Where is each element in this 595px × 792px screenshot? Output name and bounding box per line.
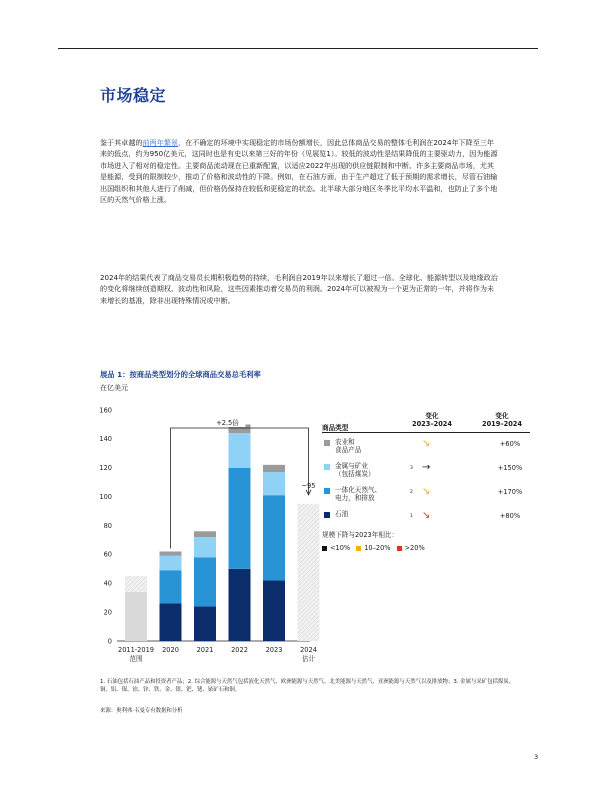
bar-segment-2 — [263, 472, 285, 495]
page-title: 市场稳定 — [100, 86, 167, 105]
y-tick-label: 40 — [103, 579, 112, 588]
h1-line: 2023–2024 — [411, 420, 452, 428]
bar-segment-0 — [263, 580, 285, 641]
legend-head-change-2019-2024 — [474, 410, 530, 428]
legend-swatch — [324, 488, 330, 494]
x-tick-label: 2011-2019 — [118, 646, 154, 654]
legend-change-value: +170% — [497, 488, 523, 496]
x-tick-label: 2023 — [265, 646, 283, 654]
legend-change-value: +80% — [499, 512, 521, 520]
bar-segment-2 — [229, 433, 251, 468]
trend-arrow-icon: ↘ — [422, 486, 431, 497]
legend-head-change-2023-2024 — [404, 410, 460, 428]
legend-footer-swatch — [356, 546, 361, 551]
legend-change-value: +60% — [499, 440, 521, 448]
bar-2011-2019-range — [125, 576, 147, 592]
bar-segment-1 — [160, 570, 182, 603]
paragraph-1-pre: 鉴于其卓越的 — [100, 138, 143, 147]
page-number: 3 — [534, 753, 539, 761]
chart-title: 展品 1：按商品类型划分的全球商品交易总毛利率 — [100, 370, 261, 379]
bar-segment-1 — [194, 557, 216, 606]
legend-row — [322, 438, 530, 462]
legend-row — [322, 462, 530, 486]
trend-arrow-icon: ↘ — [422, 510, 431, 521]
bar-segment-1 — [263, 495, 285, 580]
chart-legend-table — [322, 410, 530, 552]
bar-segment-2 — [194, 537, 216, 557]
h2-line: 2019–2024 — [481, 420, 522, 428]
x-tick-label: 2021 — [196, 646, 214, 654]
legend-footer — [322, 529, 530, 552]
bar-segment-2 — [160, 556, 182, 570]
x-tick-label: 2024 — [300, 646, 317, 654]
paragraph-2: 2024年的结果代表了商品交易员长期积极趋势的持续，毛利润自2019年以来增长了超过一倍。全球化、能源转型以及地缘政治的变化将继续创造期权、波动性和风险，这些因素推动着交易员的利润。2024年可以被视为一个更为正常的一年，并将作为未来增长的基准，除非出现特殊情况或中断。 — [100, 273, 498, 305]
x-tick-label: 2020 — [162, 646, 179, 654]
legend-footer-item: <10% — [322, 544, 350, 552]
x-tick-label: 估计 — [301, 655, 316, 663]
legend-label: 石油 — [335, 510, 349, 518]
legend-label: 一体化天然气、 电力，和排放 — [335, 486, 382, 502]
legend-header — [322, 410, 530, 433]
bar-segment-3 — [160, 551, 182, 555]
legend-footer-title: 规模下降与2023年相比： — [322, 531, 399, 539]
y-tick-label: 120 — [99, 464, 112, 473]
legend-change-value: +150% — [497, 464, 523, 472]
trend-arrow-icon: ↘ — [422, 438, 431, 449]
legend-footer-swatch — [322, 546, 327, 551]
legend-label: 金属与矿业 （包括煤炭） — [335, 462, 375, 478]
bar-2024-estimate — [298, 504, 320, 641]
legend-footer-item: 10–20% — [356, 544, 390, 552]
y-tick-label: 100 — [99, 492, 112, 501]
legend-footnote-ref: 1 — [410, 514, 413, 519]
legend-row — [322, 486, 530, 510]
y-tick-label: 60 — [103, 550, 112, 559]
bar-segment-0 — [229, 569, 251, 641]
legend-swatch — [324, 512, 330, 518]
legend-label: 农业和 食品产品 — [335, 438, 362, 454]
h2-line: 变化 — [495, 412, 509, 420]
chart-unit: 在亿美元 — [100, 384, 128, 392]
legend-swatch — [324, 440, 330, 446]
previous-years-link[interactable]: 前两年繁景 — [142, 138, 179, 147]
footnote: 1. 石油包括石油产品和投资者产品；2. 综合能源与天然气包括液化天然气、欧洲能源与天然气、北美能源与天然气、亚洲能源与天然气以及排放物；3. 金属与采矿包括煤炭、铜、铝、镍、铂、锌、铁、金、银、钯、铑、铱矿石和铜。 — [100, 679, 515, 693]
legend-footer-item: >20% — [397, 544, 425, 552]
trend-arrow-icon: → — [422, 462, 431, 473]
legend-swatch — [324, 464, 330, 470]
bar-segment-0 — [160, 603, 182, 641]
bar-segment-1 — [229, 468, 251, 569]
estimate-annotation: ~95 — [301, 481, 316, 490]
y-tick-label: 0 — [107, 637, 112, 646]
gross-margin-chart — [90, 395, 315, 675]
y-tick-label: 20 — [103, 608, 112, 617]
x-tick-label: 范围 — [129, 655, 143, 663]
legend-footnote-ref: 3 — [410, 466, 413, 471]
bar-segment-0 — [194, 606, 216, 641]
y-tick-label: 80 — [103, 521, 112, 530]
bar-segment-3 — [263, 465, 285, 472]
paragraph-1-post: ，在不确定的环境中实现稳定的市场份额增长，因此总体商品交易的整体毛利润在2024年下降至三年来的低点，约为950亿美元，这同时也是有史以来第三好的年份（见展览1）。较低的波动性是结果降低的主要驱动力，因为能源市场进入了相对的稳定性。主要商品流动现在已重新配置，以适应2022年出现的供应链限制和中断。许多主要商品市场，尤其是能源，受到的限制较少，推动了价格和波动性的下降。例如，在石油方面，由于生产超过了低于预期的需求增长，尽管石油输出国组织和其他人进行了削减，但价格仍保持在较低和更稳定的状态。北半球大部分地区冬季比平均水平温和，也防止了多个地区的天然气价格上涨。 — [100, 138, 498, 205]
y-tick-label: 160 — [99, 406, 112, 415]
legend-footer-swatch — [397, 546, 402, 551]
source-note: 来源：奥利弗·韦曼专有数据和分析 — [100, 708, 183, 714]
bar-segment-3 — [194, 531, 216, 537]
y-tick-label: 140 — [99, 435, 112, 444]
paragraph-1 — [100, 137, 498, 205]
x-tick-label: 2022 — [231, 646, 248, 654]
top-rule — [58, 48, 538, 49]
legend-head-type: 商品类型 — [322, 424, 349, 432]
growth-annotation: +2.5倍 — [216, 419, 239, 427]
bar-2011-2019-min — [125, 592, 147, 641]
legend-footnote-ref: 2 — [410, 490, 413, 495]
h1-line: 变化 — [425, 412, 439, 420]
